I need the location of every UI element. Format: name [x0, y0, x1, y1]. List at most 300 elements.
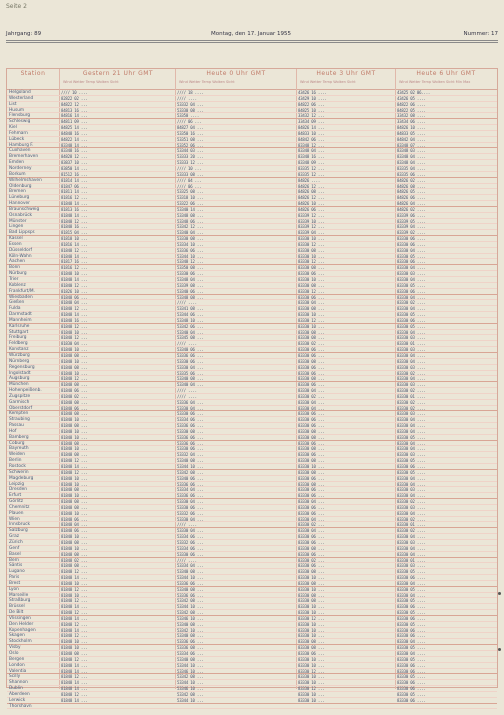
- reading-cell: 53330 04 ...: [177, 499, 204, 505]
- reading-cell: 53340 08 ...: [177, 656, 204, 662]
- reading-cell: 83330 05 ....: [397, 586, 426, 592]
- station-name: Hannover: [9, 201, 30, 207]
- reading-cell: 83330 04 ....: [397, 329, 426, 335]
- reading-cell: 81848 12 ...: [61, 247, 88, 253]
- reading-cell: 81848 10 ...: [61, 475, 88, 481]
- station-name: Coburg: [9, 440, 25, 446]
- station-name: Cuxhaven: [9, 148, 31, 154]
- reading-cell: 81848 14 ...: [61, 277, 88, 282]
- reading-cell: 81848 10 ...: [61, 481, 88, 487]
- reading-cell: 83330 04 ....: [397, 294, 426, 300]
- reading-cell: 83330 04 ...: [298, 516, 325, 522]
- reading-cell: 33432 12 ...: [298, 113, 325, 119]
- reading-cell: 83330 08 ...: [298, 569, 325, 575]
- station-name: Garmisch: [9, 399, 30, 405]
- reading-cell: 83330 10 ...: [298, 691, 325, 697]
- station-name: Basel: [9, 551, 21, 557]
- reading-cell: 81848 08 ...: [61, 352, 88, 358]
- reading-cell: 43425 02 06....: [397, 90, 431, 95]
- reading-cell: 83330 06 ...: [298, 563, 325, 569]
- reading-cell: 53330 04 ...: [177, 364, 204, 370]
- station-name: Regensburg: [9, 364, 35, 370]
- station-name: Emden: [9, 160, 24, 166]
- reading-cell: 81848 08 ...: [61, 382, 88, 388]
- reading-cell: 81848 06 ...: [61, 405, 88, 411]
- reading-cell: 53344 10 ...: [177, 697, 204, 703]
- station-name: Nürburg: [9, 271, 27, 277]
- reading-cell: 53336 06 ...: [177, 639, 204, 645]
- station-name: Schwerin: [9, 469, 29, 475]
- reading-cell: 53334 06 ...: [177, 651, 204, 656]
- reading-cell: 84826 06 ...: [298, 206, 325, 212]
- page-header: [6, 31, 498, 40]
- station-name: Brest: [9, 580, 21, 586]
- station-name: Berlin: [9, 458, 22, 464]
- reading-cell: 53334 06 ...: [177, 534, 204, 540]
- reading-cell: 53350 ....: [177, 113, 200, 119]
- reading-cell: 53348 04 ...: [177, 277, 204, 282]
- reading-cell: 83330 10 ...: [298, 627, 325, 633]
- reading-cell: 84842 04 ....: [397, 136, 426, 142]
- reading-cell: 83330 06 ...: [298, 364, 325, 370]
- reading-cell: 83330 06 ...: [298, 452, 325, 458]
- reading-cell: 53333 12 ...: [177, 160, 204, 166]
- reading-cell: 84833 05 ....: [397, 130, 426, 136]
- reading-cell: 83330 12 ...: [298, 241, 325, 247]
- reading-cell: 53340 08 ...: [177, 458, 204, 464]
- station-name: Bremerhaven: [9, 154, 39, 160]
- reading-cell: 83330 08 ...: [298, 598, 325, 604]
- reading-cell: 83330 06 ....: [397, 697, 426, 703]
- reading-cell: 84828 12 ...: [61, 154, 88, 160]
- reading-cell: 83330 05 ....: [397, 312, 426, 318]
- reading-cell: 53340 06 ...: [177, 347, 204, 353]
- header-number: Nummer: 17: [463, 31, 498, 37]
- reading-cell: 81848 12 ...: [61, 469, 88, 475]
- punch-hole: [498, 592, 501, 595]
- reading-cell: 83330 02 ...: [298, 557, 325, 563]
- reading-cell: 53318 10 ...: [177, 195, 204, 201]
- group-subheader-3: Wind Wetter Temp Wolken Sicht: [300, 80, 356, 84]
- reading-cell: 83330 10 ...: [298, 236, 325, 242]
- reading-cell: 81848 04 ...: [61, 522, 88, 528]
- reading-cell: 83330 05 ....: [397, 458, 426, 464]
- reading-cell: //// 10 ....: [61, 90, 88, 95]
- reading-cell: 83330 06 ....: [397, 259, 426, 265]
- reading-cell: 83330 03 ....: [397, 504, 426, 510]
- reading-cell: 81848 10 ...: [61, 446, 88, 452]
- reading-cell: 83330 04 ....: [397, 440, 426, 446]
- reading-cell: 84813 16 ...: [61, 107, 88, 113]
- reading-cell: 83330 02 ....: [397, 499, 426, 505]
- reading-cell: 53342 08 ...: [177, 691, 204, 697]
- reading-cell: 83330 10 ...: [298, 312, 325, 318]
- reading-cell: 81848 12 ...: [61, 323, 88, 329]
- reading-cell: 83348 12 ...: [298, 142, 325, 148]
- reading-cell: //// ....: [177, 557, 197, 563]
- reading-cell: 83330 04 ....: [397, 265, 426, 271]
- reading-cell: 81811 14 ...: [61, 189, 88, 195]
- reading-cell: 81848 10 ...: [61, 493, 88, 499]
- reading-cell: 83330 04 ....: [397, 277, 426, 282]
- reading-cell: 84826 ....: [298, 177, 321, 183]
- reading-cell: 83330 06 ...: [298, 487, 325, 493]
- reading-cell: 83330 06 ....: [397, 575, 426, 581]
- reading-cell: 53334 06 ...: [177, 417, 204, 423]
- reading-cell: 81848 10 ...: [61, 417, 88, 423]
- station-name: Essen: [9, 241, 22, 247]
- station-name: Brüssel: [9, 604, 25, 610]
- reading-cell: 53330 04 ...: [177, 528, 204, 534]
- reading-cell: 53336 06 ...: [177, 580, 204, 586]
- reading-cell: 84826 08 ...: [298, 189, 325, 195]
- reading-cell: 83339 10 ...: [298, 218, 325, 224]
- reading-cell: 83330 05 ....: [397, 656, 426, 662]
- reading-cell: 83330 06 ...: [298, 651, 325, 656]
- reading-cell: 83330 08 ...: [298, 428, 325, 434]
- reading-cell: 53332 06 ...: [177, 539, 204, 545]
- reading-cell: 83330 02 ....: [397, 370, 426, 376]
- reading-cell: 81848 12 ...: [61, 306, 88, 312]
- reading-cell: 81512 16 ...: [61, 171, 88, 177]
- reading-cell: 83330 12 ...: [298, 288, 325, 294]
- reading-cell: 81848 08 ...: [61, 539, 88, 545]
- reading-cell: 81848 12 ...: [61, 691, 88, 697]
- reading-cell: 81848 08 ...: [61, 399, 88, 405]
- reading-cell: 81848 10 ...: [61, 358, 88, 364]
- reading-cell: 53330 08 ...: [177, 236, 204, 242]
- reading-cell: 83330 05 ....: [397, 253, 426, 259]
- reading-cell: 83330 08 ...: [298, 580, 325, 586]
- reading-cell: 81848 08 ...: [61, 364, 88, 370]
- station-name: Visby: [9, 645, 21, 651]
- reading-cell: 81848 12 ...: [61, 376, 88, 382]
- reading-cell: 53330 08 ...: [177, 107, 204, 113]
- reading-cell: 83330 08 ...: [298, 358, 325, 364]
- reading-cell: 53336 06 ...: [177, 493, 204, 499]
- reading-cell: 84822 06 ....: [397, 101, 426, 107]
- reading-cell: 83330 05 ....: [397, 674, 426, 680]
- reading-cell: 81848 10 ...: [61, 545, 88, 551]
- reading-cell: 83330 04 ....: [397, 551, 426, 557]
- reading-cell: 83330 04 ....: [397, 428, 426, 434]
- reading-cell: 83330 06 ....: [397, 236, 426, 242]
- station-name: Valentia: [9, 668, 27, 674]
- reading-cell: 81848 12 ...: [61, 586, 88, 592]
- reading-cell: 83339 04 ....: [397, 224, 426, 230]
- reading-cell: 83330 10 ...: [298, 621, 325, 627]
- station-name: Erfurt: [9, 493, 22, 499]
- reading-cell: 81848 08 ...: [61, 423, 88, 429]
- reading-cell: 53344 03 ...: [177, 148, 204, 154]
- reading-cell: 83330 10 ...: [298, 575, 325, 581]
- station-name: Weiden: [9, 452, 25, 458]
- reading-cell: 84826 02 ....: [397, 177, 426, 183]
- station-name: Nürnberg: [9, 358, 30, 364]
- reading-cell: 83330 12 ...: [298, 259, 325, 265]
- reading-cell: 83330 06 ...: [298, 294, 325, 300]
- table-row: [7, 704, 497, 710]
- reading-cell: 53330 04 ...: [177, 516, 204, 522]
- reading-cell: 81848 10 ...: [61, 580, 88, 586]
- reading-cell: 83348 16 ...: [298, 154, 325, 160]
- reading-cell: 81848 12 ...: [61, 633, 88, 639]
- station-name: Rostock: [9, 464, 26, 469]
- reading-cell: 83330 06 ...: [298, 423, 325, 429]
- reading-cell: 53345 08 ...: [177, 335, 204, 341]
- reading-cell: 81848 14 ...: [61, 627, 88, 633]
- reading-cell: 53340 08 ...: [177, 586, 204, 592]
- reading-cell: 84825 10 ...: [298, 107, 325, 113]
- reading-cell: 81848 06 ...: [61, 294, 88, 300]
- reading-cell: 81848 08 ...: [61, 452, 88, 458]
- station-name: Bern: [9, 557, 20, 563]
- station-name: Stockholm: [9, 639, 32, 645]
- station-name: Chemnitz: [9, 504, 30, 510]
- reading-cell: 53340 06 ...: [177, 288, 204, 294]
- reading-cell: 83330 04 ...: [298, 528, 325, 534]
- reading-cell: 83330 01 ....: [397, 393, 426, 399]
- reading-cell: 83330 06 ...: [298, 382, 325, 388]
- reading-cell: 84811 09 ...: [61, 119, 88, 125]
- reading-cell: 83330 04 ....: [397, 417, 426, 423]
- reading-cell: 81848 02 ...: [61, 557, 88, 563]
- station-name: Mannheim: [9, 317, 32, 323]
- weather-observation-table: [6, 68, 498, 709]
- reading-cell: 84827 04 ...: [177, 125, 204, 131]
- reading-cell: 53348 06 ...: [177, 218, 204, 224]
- station-name: Wien: [9, 516, 20, 522]
- reading-cell: 83339 04 ...: [298, 230, 325, 236]
- reading-cell: 81848 08 ...: [61, 563, 88, 569]
- reading-cell: 83330 04 ....: [397, 306, 426, 312]
- reading-cell: 53330 08 ...: [177, 428, 204, 434]
- reading-cell: 81848 08 ...: [61, 651, 88, 656]
- station-name: Kiel: [9, 125, 17, 131]
- reading-cell: 83330 05 ....: [397, 569, 426, 575]
- group-header-2: Heute 0 Uhr GMT: [206, 70, 266, 77]
- reading-cell: 81848 10 ...: [61, 271, 88, 277]
- reading-cell: 83330 04 ....: [397, 481, 426, 487]
- reading-cell: 53336 06 ...: [177, 352, 204, 358]
- station-name: Graz: [9, 534, 19, 540]
- station-name: Säntis: [9, 563, 23, 569]
- reading-cell: 83330 03 ....: [397, 487, 426, 493]
- reading-cell: 81848 14 ...: [61, 662, 88, 668]
- reading-cell: 83330 02 ...: [298, 522, 325, 528]
- reading-cell: 81848 14 ...: [61, 575, 88, 581]
- reading-cell: 83330 02 ....: [397, 300, 426, 306]
- station-name: Zürich: [9, 539, 23, 545]
- reading-cell: 83330 08 ...: [298, 458, 325, 464]
- reading-cell: 84816 14 ...: [61, 113, 88, 119]
- reading-cell: 83335 12 ...: [298, 171, 325, 177]
- reading-cell: 83330 02 ....: [397, 388, 426, 394]
- station-name: Bonn: [9, 265, 21, 271]
- station-name: Passau: [9, 423, 24, 429]
- reading-cell: 81848 12 ...: [61, 458, 88, 464]
- station-name: Aberdeen: [9, 691, 30, 697]
- reading-cell: 83330 08 ...: [298, 545, 325, 551]
- group-subheader-4: Wind Wetter Temp Wolken Sicht Min Max: [399, 80, 471, 84]
- reading-cell: 53340 04 ...: [177, 329, 204, 335]
- reading-cell: 83330 08 ...: [298, 282, 325, 288]
- reading-cell: 83330 12 ...: [298, 615, 325, 621]
- reading-cell: 83348 04 ....: [397, 160, 426, 166]
- reading-cell: 83330 06 ....: [397, 317, 426, 323]
- station-name: Stuttgart: [9, 329, 29, 335]
- reading-cell: //// ....: [177, 95, 197, 101]
- reading-cell: 53330 06 ...: [177, 271, 204, 277]
- reading-cell: 43426 16 ....: [298, 90, 327, 95]
- station-name: Bayreuth: [9, 446, 29, 452]
- station-name: München: [9, 382, 29, 388]
- station-name: Dublin: [9, 686, 23, 692]
- station-name: Innsbruck: [9, 522, 31, 528]
- reading-cell: 83339 05 ....: [397, 218, 426, 224]
- reading-cell: 53340 06 ...: [177, 475, 204, 481]
- reading-cell: 53342 10 ...: [177, 627, 204, 633]
- reading-cell: 81848 06 ...: [61, 388, 88, 394]
- reading-cell: 83330 03 ....: [397, 364, 426, 370]
- station-name: Köln-Wahn: [9, 253, 32, 259]
- reading-cell: 81847 06 ...: [61, 183, 88, 189]
- reading-cell: //// ....: [177, 393, 197, 399]
- reading-cell: 84826 10 ....: [397, 125, 426, 131]
- reading-cell: 83330 08 ...: [298, 469, 325, 475]
- reading-cell: 83330 04 ...: [298, 300, 325, 306]
- reading-cell: 83339 12 ...: [298, 224, 325, 230]
- reading-cell: 53340 08 ...: [177, 621, 204, 627]
- station-name: Osnabrück: [9, 212, 33, 218]
- reading-cell: 83330 08 ...: [298, 446, 325, 452]
- reading-cell: 84822 14 ...: [61, 136, 88, 142]
- reading-cell: 83330 08 ...: [298, 306, 325, 312]
- station-name: List: [9, 101, 17, 107]
- reading-cell: 83335 04 ....: [397, 165, 426, 171]
- station-name: Genf: [9, 545, 20, 551]
- reading-cell: 83348 03 ....: [397, 148, 426, 154]
- station-name: Oslo: [9, 651, 19, 656]
- reading-cell: 83330 06 ...: [298, 504, 325, 510]
- reading-cell: 81817 16 ...: [61, 259, 88, 265]
- reading-cell: 81848 06 ...: [61, 516, 88, 522]
- reading-cell: 81848 06 ...: [61, 528, 88, 534]
- reading-cell: 83330 03 ....: [397, 563, 426, 569]
- reading-cell: 81848 12 ...: [61, 610, 88, 616]
- reading-cell: 83335 06 ....: [397, 171, 426, 177]
- reading-cell: 83330 05 ....: [397, 469, 426, 475]
- reading-cell: 83330 03 ....: [397, 539, 426, 545]
- reading-cell: 84842 06 ...: [298, 136, 325, 142]
- reading-cell: 53330 06 ...: [177, 411, 204, 417]
- reading-cell: 83330 10 ...: [298, 253, 325, 259]
- reading-cell: 84848 16 ...: [61, 130, 88, 136]
- reading-cell: 83330 06 ...: [298, 493, 325, 499]
- reading-cell: 83339 12 ...: [298, 212, 325, 218]
- reading-cell: 53348 10 ...: [177, 317, 204, 323]
- reading-cell: 53332 06 ...: [177, 510, 204, 516]
- reading-cell: 53340 08 ...: [177, 633, 204, 639]
- reading-cell: 83330 02 ....: [397, 516, 426, 522]
- reading-cell: 83330 10 ...: [298, 586, 325, 592]
- reading-cell: 53344 10 ...: [177, 604, 204, 610]
- reading-cell: 83330 04 ...: [298, 499, 325, 505]
- station-name: Hof: [9, 428, 17, 434]
- reading-cell: 53330 06 ...: [177, 551, 204, 557]
- reading-cell: 83330 08 ...: [298, 481, 325, 487]
- reading-cell: 83330 10 ...: [298, 323, 325, 329]
- station-name: Ingolstadt: [9, 370, 31, 376]
- reading-cell: 53350 08 ...: [177, 265, 204, 271]
- station-name: Fulda: [9, 306, 21, 312]
- reading-cell: 81813 16 ...: [61, 206, 88, 212]
- reading-cell: 81848 12 ...: [61, 656, 88, 662]
- reading-cell: 53340 08 ...: [177, 569, 204, 575]
- reading-cell: 81848 16 ...: [61, 317, 88, 323]
- reading-cell: 83330 02 ...: [298, 393, 325, 399]
- reading-cell: 83330 05 ....: [397, 323, 426, 329]
- station-name: Lerwick: [9, 697, 26, 703]
- reading-cell: 53340 14 ...: [177, 206, 204, 212]
- reading-cell: 83330 04 ....: [397, 651, 426, 656]
- reading-cell: 53346 10 ...: [177, 686, 204, 692]
- reading-cell: 81848 10 ...: [61, 370, 88, 376]
- reading-cell: 83330 08 ...: [298, 639, 325, 645]
- station-name: Salzburg: [9, 528, 28, 534]
- reading-cell: 53336 06 ...: [177, 481, 204, 487]
- station-name: Thorshavn: [9, 703, 32, 709]
- reading-cell: 84822 12 ...: [61, 101, 88, 107]
- reading-cell: 83330 03 ....: [397, 452, 426, 458]
- station-column-header: Station: [20, 70, 46, 77]
- reading-cell: //// 10 ...: [177, 165, 202, 171]
- reading-cell: 53336 06 ...: [177, 434, 204, 440]
- station-name: Lingen: [9, 224, 24, 230]
- station-name: London: [9, 662, 25, 668]
- reading-cell: 53332 04 ...: [177, 101, 204, 107]
- reading-cell: 53346 10 ...: [177, 668, 204, 674]
- reading-cell: 53344 10 ...: [177, 575, 204, 581]
- header-rule: [6, 40, 498, 41]
- station-name: Trier: [9, 277, 19, 282]
- reading-cell: 53344 10 ...: [177, 662, 204, 668]
- reading-cell: 83330 01 ....: [397, 557, 426, 563]
- group-header-3: Heute 3 Uhr GMT: [316, 70, 376, 77]
- station-name: Koblenz: [9, 282, 26, 288]
- table-header: [7, 69, 497, 90]
- reading-cell: 53334 06 ...: [177, 545, 204, 551]
- reading-cell: 53344 10 ...: [177, 680, 204, 686]
- reading-cell: 81848 10 ...: [61, 510, 88, 516]
- reading-cell: 83330 04 ...: [298, 405, 325, 411]
- reading-cell: 81848 10 ...: [61, 592, 88, 598]
- station-name: Freiburg: [9, 335, 27, 341]
- reading-cell: 81848 12 ...: [61, 335, 88, 341]
- reading-cell: 81848 12 ...: [61, 598, 88, 604]
- reading-cell: 53330 06 ...: [177, 358, 204, 364]
- reading-cell: 83330 05 ....: [397, 598, 426, 604]
- reading-cell: 81848 14 ...: [61, 697, 88, 703]
- station-name: Bad Lippspr.: [9, 230, 36, 236]
- reading-cell: 81848 14 ...: [61, 212, 88, 218]
- reading-cell: 83330 06 ...: [298, 539, 325, 545]
- reading-cell: 83330 01 ....: [397, 341, 426, 347]
- reading-cell: 81848 14 ...: [61, 464, 88, 469]
- reading-cell: 83330 02 ....: [397, 528, 426, 534]
- reading-cell: 53336 06 ...: [177, 423, 204, 429]
- reading-cell: 53340 08 ...: [177, 376, 204, 382]
